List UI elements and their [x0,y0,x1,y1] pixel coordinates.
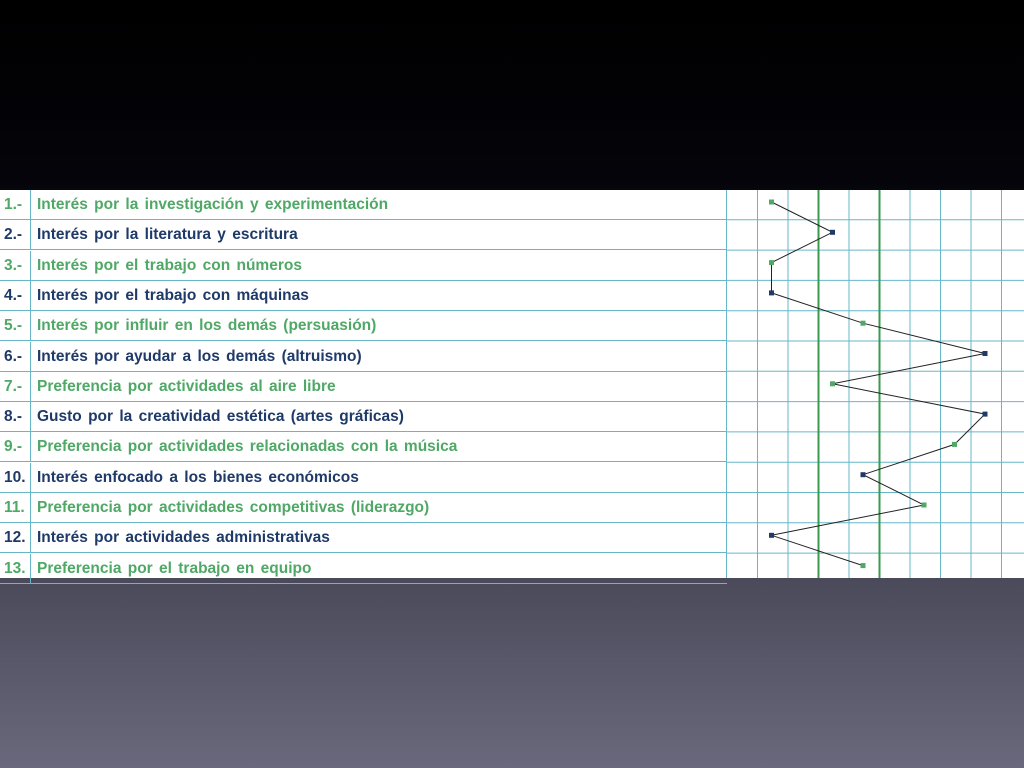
table-row [0,342,727,372]
profile-line [772,202,986,566]
table-row [0,432,727,462]
profile-chart [0,190,1024,578]
item-number: 1.- [0,190,31,220]
item-label: Preferencia por actividades competitivas (liderazgo) [37,499,430,516]
table-row [0,402,727,432]
profile-plot [727,190,1024,578]
item-label: Preferencia por actividades relacionadas con la música [37,438,458,456]
data-point [983,351,988,356]
data-point [952,442,957,447]
data-point [769,260,774,265]
data-point [922,503,927,508]
data-point [769,533,774,538]
item-number: 3.- [0,251,31,281]
item-label: Preferencia por actividades al aire libre [37,377,336,395]
item-label: Interés enfocado a los bienes económicos [37,468,359,486]
item-label: Interés por la investigación y experimentación [37,196,389,213]
item-label: Interés por ayudar a los demás (altruismo) [37,347,362,365]
data-point [830,381,835,386]
table-row [0,281,727,311]
data-point [861,321,866,326]
data-point [861,563,866,568]
table-row [0,493,727,523]
data-point [830,230,835,235]
item-number: 5.- [0,311,31,341]
item-number: 4.- [0,281,31,311]
item-number: 11. [0,493,31,523]
table-row [0,190,727,220]
item-label: Interés por el trabajo con máquinas [37,286,309,304]
table-row [0,311,727,341]
data-point [861,472,866,477]
item-number: 6.- [0,342,31,372]
data-point [769,200,774,205]
item-number: 12. [0,523,31,553]
table-row [0,463,727,493]
item-label: Interés por la literatura y escritura [37,226,298,244]
item-label: Preferencia por el trabajo en equipo [37,559,312,577]
item-label: Interés por influir en los demás (persuasión) [37,317,377,335]
item-number: 13. [0,554,31,584]
table-row [0,372,727,402]
item-label: Gusto por la creatividad estética (artes gráficas) [37,408,404,426]
data-point [769,290,774,295]
table-row [0,554,727,584]
item-number: 2.- [0,220,31,250]
item-number: 7.- [0,372,31,402]
item-label: Interés por el trabajo con números [37,256,302,274]
interest-list [0,190,727,578]
item-number: 8.- [0,402,31,432]
data-point [983,412,988,417]
table-row [0,251,727,281]
table-row [0,523,727,553]
item-number: 10. [0,463,31,493]
item-number: 9.- [0,432,31,462]
table-row [0,220,727,250]
item-label: Interés por actividades administrativas [37,529,330,547]
